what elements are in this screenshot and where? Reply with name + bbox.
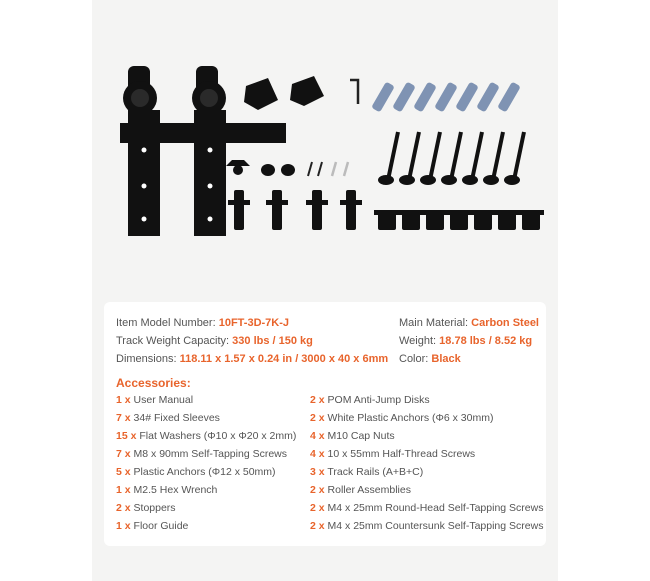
main-material: Main Material: Carbon Steel bbox=[399, 317, 539, 329]
dimensions: Dimensions: 118.11 x 1.57 x 0.24 in / 3000 x 40 x 6mm bbox=[116, 353, 389, 365]
list-item: 1 x M2.5 Hex Wrench bbox=[116, 484, 218, 496]
list-item: 4 x M10 Cap Nuts bbox=[310, 430, 395, 442]
color: Color: Black bbox=[399, 353, 461, 365]
list-item: 7 x M8 x 90mm Self-Tapping Screws bbox=[116, 448, 288, 460]
list-item: 7 x 34# Fixed Sleeves bbox=[116, 412, 220, 424]
list-item: 2 x White Plastic Anchors (Φ6 x 30mm) bbox=[310, 412, 494, 424]
list-item: 1 x Floor Guide bbox=[116, 520, 189, 532]
hanger-left bbox=[123, 66, 160, 236]
weight: Weight: 18.78 lbs / 8.52 kg bbox=[399, 335, 533, 347]
list-item: 2 x Roller Assemblies bbox=[310, 484, 411, 496]
list-item: 3 x Track Rails (A+B+C) bbox=[310, 466, 424, 478]
hanger-right bbox=[192, 66, 226, 236]
hardware-kit-image bbox=[92, 0, 558, 290]
list-item: 1 x User Manual bbox=[116, 394, 194, 406]
spec-card bbox=[104, 302, 546, 546]
list-item: 2 x POM Anti-Jump Disks bbox=[310, 394, 430, 406]
list-item: 2 x M4 x 25mm Round-Head Self-Tapping Screws bbox=[310, 502, 544, 514]
list-item: 2 x M4 x 25mm Countersunk Self-Tapping Screws bbox=[310, 520, 544, 532]
list-item: 4 x 10 x 55mm Half-Thread Screws bbox=[310, 448, 476, 460]
weight-capacity: Track Weight Capacity: 330 lbs / 150 kg bbox=[116, 335, 313, 347]
model-number: Item Model Number: 10FT-3D-7K-J bbox=[116, 317, 290, 329]
list-item: 15 x Flat Washers (Φ10 x Φ20 x 2mm) bbox=[116, 430, 297, 442]
list-item: 5 x Plastic Anchors (Φ12 x 50mm) bbox=[116, 466, 276, 478]
list-item: 2 x Stoppers bbox=[116, 502, 176, 514]
accessories-title: Accessories: bbox=[116, 376, 191, 390]
